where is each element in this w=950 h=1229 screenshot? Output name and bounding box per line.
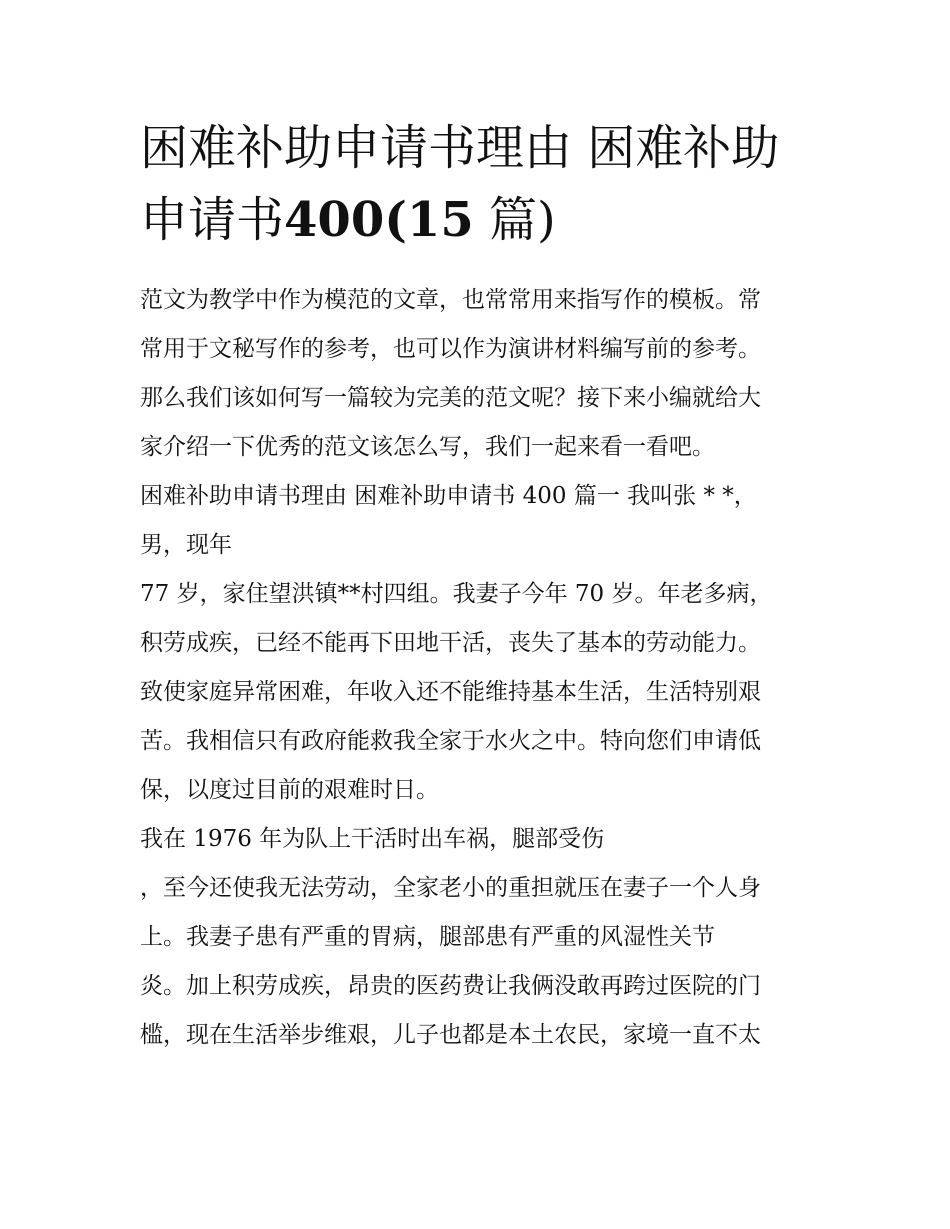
body-line: 那么我们该如何写一篇较为完美的范文呢？接下来小编就给大 <box>140 385 761 411</box>
title-line-2-suffix: 篇) <box>488 192 556 248</box>
body-line: 77 岁，家住望洪镇**村四组。我妻子今年 70 岁。年老多病， <box>140 581 773 607</box>
body-line: 保，以度过目前的艰难时日。 <box>140 777 439 803</box>
document-title <box>140 112 820 256</box>
body-line: 常用于文秘写作的参考，也可以作为演讲材料编写前的参考。 <box>140 336 761 362</box>
body-line: 槛，现在生活举步维艰，儿子也都是本土农民，家境一直不太 <box>140 1022 761 1048</box>
body-line: 炎。加上积劳成疾，昂贵的医药费让我俩没敢再跨过医院的门 <box>140 973 761 999</box>
body-line: 范文为教学中作为模范的文章，也常常用来指写作的模板。常 <box>140 287 761 313</box>
body-line: ，至今还使我无法劳动，全家老小的重担就压在妻子一个人身 <box>140 875 761 901</box>
body-line: 家介绍一下优秀的范文该怎么写，我们一起来看一看吧。 <box>140 434 715 460</box>
document-body <box>140 276 820 1060</box>
body-line: 上。我妻子患有严重的胃病，腿部患有严重的风湿性关节 <box>140 924 715 950</box>
body-line: 积劳成疾，已经不能再下田地干活，丧失了基本的劳动能力。 <box>140 630 761 656</box>
body-line: 男，现年 <box>140 532 232 558</box>
body-line: 致使家庭异常困难，年收入还不能维持基本生活，生活特别艰 <box>140 679 761 705</box>
title-line-2-number: 400(15 <box>284 192 474 248</box>
title-line-2-prefix: 申请书 <box>140 192 285 248</box>
body-line: 我在 1976 年为队上干活时出车祸，腿部受伤 <box>140 826 605 852</box>
title-line-1: 困难补助申请书理由 困难补助 <box>140 120 780 176</box>
body-line: 困难补助申请书理由 困难补助申请书 400 篇一 我叫张 * *， <box>140 483 757 509</box>
body-line: 苦。我相信只有政府能救我全家于水火之中。特向您们申请低 <box>140 728 761 754</box>
